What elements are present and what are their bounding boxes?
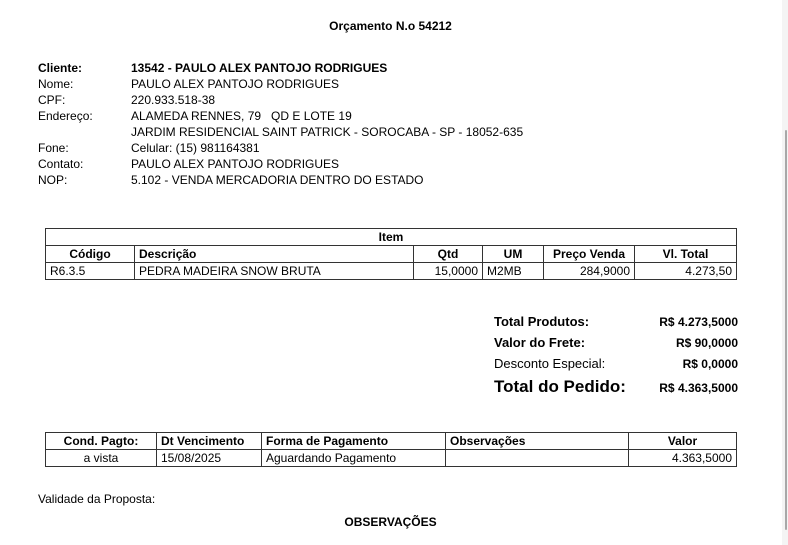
nop-row [38, 172, 523, 188]
contact-value: PAULO ALEX PANTOJO RODRIGUES [131, 157, 340, 171]
client-info [38, 60, 523, 188]
client-label: Cliente: [38, 61, 83, 75]
payment-valor: 4.363,5000 [629, 450, 737, 467]
order-total-row [494, 375, 738, 399]
freight-value: R$ 90,0000 [675, 336, 738, 350]
items-table [45, 228, 737, 280]
col-header-venc: Dt Vencimento [157, 433, 262, 450]
items-caption-row [46, 229, 737, 246]
contact-label: Contato: [38, 157, 84, 171]
col-header-codigo: Código [46, 246, 135, 263]
cpf-label: CPF: [38, 93, 66, 107]
vertical-scrollbar[interactable] [782, 0, 788, 545]
payment-header-row [46, 433, 737, 450]
total-products-value: R$ 4.273,5000 [659, 315, 738, 329]
discount-label: Desconto Especial: [494, 356, 606, 371]
phone-value: Celular: (15) 981164381 [131, 141, 260, 155]
address-line-1: ALAMEDA RENNES, 79 QD E LOTE 19 [131, 109, 352, 123]
col-header-total: Vl. Total [635, 246, 737, 263]
payment-cond: a vista [46, 450, 157, 467]
address-row-2 [38, 124, 523, 140]
item-codigo: R6.3.5 [46, 263, 135, 280]
cpf-row [38, 92, 523, 108]
validity-label: Validade da Proposta: [38, 492, 156, 506]
nop-label: NOP: [38, 173, 68, 187]
item-qtd: 15,0000 [414, 263, 483, 280]
items-caption: Item [46, 229, 737, 246]
order-total-label: Total do Pedido: [494, 377, 626, 396]
col-header-forma: Forma de Pagamento [262, 433, 446, 450]
item-preco: 284,9000 [544, 263, 635, 280]
col-header-obs: Observações [446, 433, 629, 450]
item-um: M2MB [483, 263, 544, 280]
cpf-value: 220.933.518-38 [131, 93, 216, 107]
client-value: 13542 - PAULO ALEX PANTOJO RODRIGUES [131, 61, 388, 75]
order-total-value: R$ 4.363,5000 [659, 381, 738, 395]
col-header-cond: Cond. Pagto: [46, 433, 157, 450]
quote-title: Orçamento N.o 54212 [329, 19, 452, 33]
payment-forma: Aguardando Pagamento [262, 450, 446, 467]
address-row [38, 108, 523, 124]
phone-label: Fone: [38, 141, 69, 155]
name-row [38, 76, 523, 92]
address-label: Endereço: [38, 109, 93, 123]
payment-table [45, 432, 737, 467]
nop-value: 5.102 - VENDA MERCADORIA DENTRO DO ESTADO [131, 173, 424, 187]
name-value: PAULO ALEX PANTOJO RODRIGUES [131, 77, 340, 91]
items-header-row [46, 246, 737, 263]
total-products-label: Total Produtos: [494, 314, 590, 329]
col-header-valor: Valor [629, 433, 737, 450]
col-header-um: UM [483, 246, 544, 263]
order-totals [494, 312, 738, 399]
discount-row [494, 354, 738, 375]
contact-row [38, 156, 523, 172]
table-row [46, 450, 737, 467]
col-header-qtd: Qtd [414, 246, 483, 263]
item-descricao: PEDRA MADEIRA SNOW BRUTA [135, 263, 414, 280]
freight-label: Valor do Frete: [494, 335, 586, 350]
payment-obs [446, 450, 629, 467]
client-row [38, 60, 523, 76]
address-line-2: JARDIM RESIDENCIAL SAINT PATRICK - SOROCABA - SP - 18052-635 [131, 125, 524, 139]
observations-heading: OBSERVAÇÕES [344, 515, 437, 529]
col-header-preco: Preço Venda [544, 246, 635, 263]
scrollbar-thumb[interactable] [785, 130, 787, 530]
payment-venc: 15/08/2025 [157, 450, 262, 467]
col-header-descricao: Descrição [135, 246, 414, 263]
phone-row [38, 140, 523, 156]
total-products-row [494, 312, 738, 333]
name-label: Nome: [38, 77, 74, 91]
table-row [46, 263, 737, 280]
freight-row [494, 333, 738, 354]
discount-value: R$ 0,0000 [682, 357, 738, 371]
item-total: 4.273,50 [635, 263, 737, 280]
